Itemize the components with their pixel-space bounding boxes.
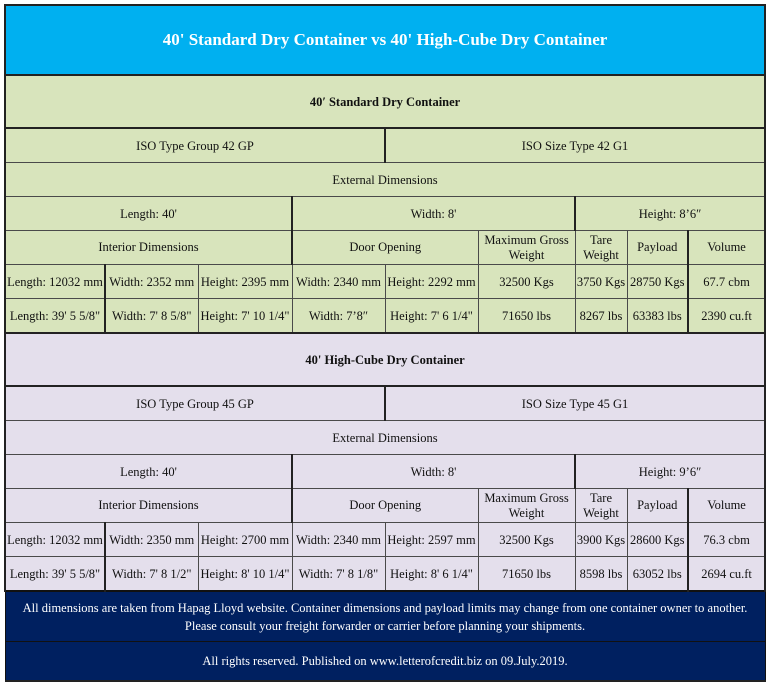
disclaimer-line-1: All dimensions are taken from Hapag Lloyd website. Container dimensions and payload limits may change from one container owner to another. (22, 600, 748, 615)
standard-external-height: Height: 8’6″ (575, 197, 765, 231)
highcube-imperial-max-gross: 71650 lbs (478, 557, 575, 592)
table-row (5, 523, 765, 557)
col-interior-dimensions: Interior Dimensions (5, 489, 292, 523)
standard-external-label-row (5, 163, 765, 197)
highcube-metric-tare: 3900 Kgs (575, 523, 627, 557)
copyright-row (5, 642, 765, 682)
standard-metric-door-width: Width: 2340 mm (292, 265, 385, 299)
copyright-text: All rights reserved. Published on www.letterofcredit.biz on 09.July.2019. (5, 642, 765, 682)
standard-external-width: Width: 8' (292, 197, 575, 231)
col-interior-dimensions: Interior Dimensions (5, 231, 292, 265)
standard-imperial-tare: 8267 lbs (575, 299, 627, 334)
disclaimer-row (5, 591, 765, 642)
standard-imperial-door-height: Height: 7' 6 1/4" (385, 299, 478, 334)
highcube-external-label-row (5, 421, 765, 455)
disclaimer-line-2: Please consult your freight forwarder or carrier before planning your shipments. (184, 618, 586, 633)
highcube-imperial-door-height: Height: 8' 6 1/4" (385, 557, 478, 592)
highcube-external-row (5, 455, 765, 489)
col-max-gross-weight: Maximum Gross Weight (478, 489, 575, 523)
standard-imperial-door-width: Width: 7’8″ (292, 299, 385, 334)
highcube-imperial-tare: 8598 lbs (575, 557, 627, 592)
highcube-metric-volume: 76.3 cbm (688, 523, 765, 557)
col-payload: Payload (627, 489, 688, 523)
disclaimer (5, 591, 765, 642)
highcube-external-height: Height: 9’6″ (575, 455, 765, 489)
highcube-imperial-int-length: Length: 39' 5 5/8" (5, 557, 105, 592)
title-row (5, 5, 765, 75)
standard-heading: 40′ Standard Dry Container (5, 75, 765, 128)
highcube-heading: 40' High-Cube Dry Container (5, 333, 765, 386)
highcube-external-dimensions-label: External Dimensions (5, 421, 765, 455)
highcube-imperial-volume: 2694 cu.ft (688, 557, 765, 592)
standard-imperial-int-height: Height: 7' 10 1/4" (198, 299, 292, 334)
standard-imperial-max-gross: 71650 lbs (478, 299, 575, 334)
standard-iso-size-type: ISO Size Type 42 G1 (385, 128, 765, 163)
container-comparison-table (4, 4, 766, 682)
standard-metric-volume: 67.7 cbm (688, 265, 765, 299)
col-volume: Volume (688, 231, 765, 265)
col-payload: Payload (627, 231, 688, 265)
highcube-imperial-door-width: Width: 7' 8 1/8" (292, 557, 385, 592)
standard-imperial-payload: 63383 lbs (627, 299, 688, 334)
col-tare-weight: Tare Weight (575, 231, 627, 265)
highcube-iso-type-group: ISO Type Group 45 GP (5, 386, 385, 421)
col-door-opening: Door Opening (292, 231, 478, 265)
table-row (5, 299, 765, 334)
standard-iso-row (5, 128, 765, 163)
highcube-metric-door-width: Width: 2340 mm (292, 523, 385, 557)
comparison-table-container (4, 4, 764, 682)
standard-metric-int-length: Length: 12032 mm (5, 265, 105, 299)
highcube-metric-int-width: Width: 2350 mm (105, 523, 198, 557)
highcube-metric-int-height: Height: 2700 mm (198, 523, 292, 557)
highcube-imperial-int-height: Height: 8' 10 1/4" (198, 557, 292, 592)
standard-metric-door-height: Height: 2292 mm (385, 265, 478, 299)
standard-external-dimensions-label: External Dimensions (5, 163, 765, 197)
highcube-metric-door-height: Height: 2597 mm (385, 523, 478, 557)
standard-iso-type-group: ISO Type Group 42 GP (5, 128, 385, 163)
standard-imperial-volume: 2390 cu.ft (688, 299, 765, 334)
standard-external-row (5, 197, 765, 231)
col-tare-weight: Tare Weight (575, 489, 627, 523)
standard-imperial-int-width: Width: 7' 8 5/8" (105, 299, 198, 334)
standard-heading-row (5, 75, 765, 128)
highcube-external-length: Length: 40' (5, 455, 292, 489)
standard-metric-int-height: Height: 2395 mm (198, 265, 292, 299)
standard-column-header-row (5, 231, 765, 265)
standard-external-length: Length: 40' (5, 197, 292, 231)
highcube-imperial-payload: 63052 lbs (627, 557, 688, 592)
page-title: 40' Standard Dry Container vs 40' High-Cube Dry Container (5, 5, 765, 75)
standard-imperial-int-length: Length: 39' 5 5/8" (5, 299, 105, 334)
highcube-imperial-int-width: Width: 7' 8 1/2" (105, 557, 198, 592)
col-max-gross-weight: Maximum Gross Weight (478, 231, 575, 265)
table-row (5, 265, 765, 299)
standard-metric-payload: 28750 Kgs (627, 265, 688, 299)
highcube-iso-size-type: ISO Size Type 45 G1 (385, 386, 765, 421)
highcube-metric-payload: 28600 Kgs (627, 523, 688, 557)
highcube-iso-row (5, 386, 765, 421)
highcube-metric-int-length: Length: 12032 mm (5, 523, 105, 557)
standard-metric-tare: 3750 Kgs (575, 265, 627, 299)
highcube-external-width: Width: 8' (292, 455, 575, 489)
standard-metric-int-width: Width: 2352 mm (105, 265, 198, 299)
col-volume: Volume (688, 489, 765, 523)
standard-metric-max-gross: 32500 Kgs (478, 265, 575, 299)
col-door-opening: Door Opening (292, 489, 478, 523)
highcube-metric-max-gross: 32500 Kgs (478, 523, 575, 557)
highcube-column-header-row (5, 489, 765, 523)
highcube-heading-row (5, 333, 765, 386)
table-row (5, 557, 765, 592)
